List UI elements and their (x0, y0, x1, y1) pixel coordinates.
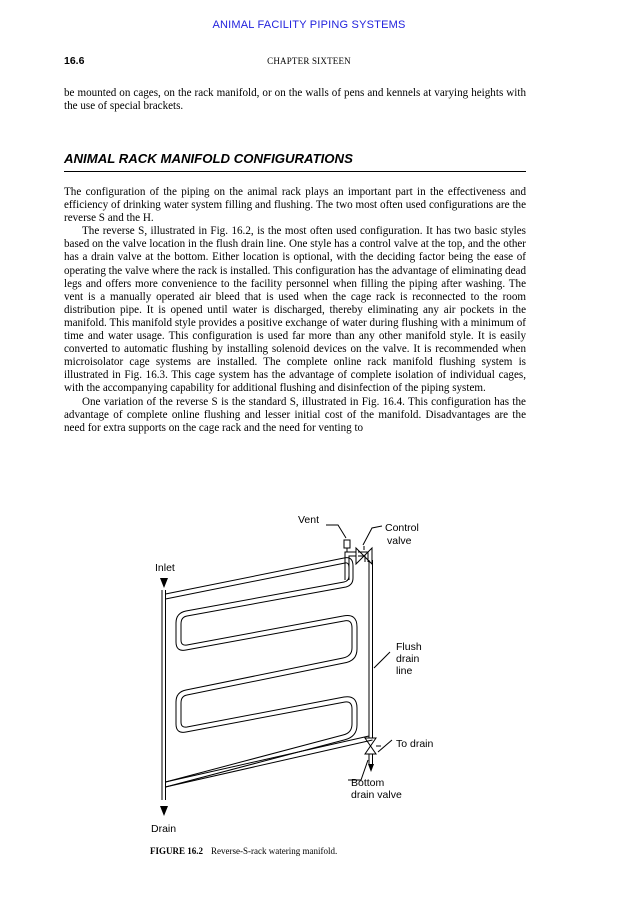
flush-drain-line-label: Flush (396, 641, 422, 653)
to-drain-label: To drain (396, 738, 434, 750)
intro-paragraph: be mounted on cages, on the rack manifold, or on the walls of pens and kennels at varying heights with the use of special brackets. (64, 87, 526, 113)
inlet-arrow (160, 578, 168, 588)
control-valve (356, 546, 372, 564)
vent-fitting (344, 540, 350, 552)
chapter-label: CHAPTER SIXTEEN (267, 56, 351, 66)
control-valve-label: Control (385, 522, 419, 534)
section-paragraph: The configuration of the piping on the animal rack plays an important part in the effectiveness and efficiency of drinking water system filling and flushing. The two most often used configurations are the reverse S and the H. (64, 186, 526, 225)
flush-drain-line-label: drain (396, 653, 420, 665)
drain-label: Drain (151, 823, 177, 835)
page-number: 16.6 (64, 55, 85, 67)
running-header-banner: ANIMAL FACILITY PIPING SYSTEMS (212, 19, 406, 31)
flush-drain-line (369, 560, 373, 738)
inlet-drain-pipe (162, 590, 166, 800)
section-heading: ANIMAL RACK MANIFOLD CONFIGURATIONS (64, 151, 526, 172)
control-valve-label: valve (387, 535, 412, 547)
section-paragraph: One variation of the reverse S is the standard S, illustrated in Fig. 16.4. This configuration has the advantage of complete online flushing and lesser initial cost of the manifold. Disadvantages are the need for extra supports on the cage rack and the need for venting to (64, 395, 526, 434)
drain-arrow (160, 806, 168, 816)
inlet-label: Inlet (155, 562, 175, 574)
figure-caption-text: Reverse-S-rack watering manifold. (211, 846, 338, 856)
figure-caption (150, 846, 337, 856)
flush-drain-line-label: line (396, 665, 413, 677)
serpentine-manifold (166, 558, 373, 787)
bottom-drain-valve-label: drain valve (351, 789, 402, 801)
section-paragraph: The reverse S, illustrated in Fig. 16.2, is the most often used configuration. It has two basic styles based on the valve location in the flush drain line. One style has a control valve at the top, and the other has a drain valve at the bottom. Either location is optional, with the deciding factor being the ease of operating the valve where the rack is installed. This configuration has the advantage of eliminating dead legs and offers more convenience to the facility personnel when filling the piping after washing. The vent is a manually operated air bleed that is used when the cage rack is reconnected to the room distribution pipe. It is opened until water is discharged, thereby eliminating any air pockets in the manifold. This manifold style provides a positive exchange of water during flushing with a minimum of time and water usage. This configuration is used far more than any other manifold style. It is easily converted to automatic flushing by installing solenoid devices on the valve. It is recommended when microisolator cage systems are installed. The complete online rack manifold flushing system is illustrated in Fig. 16.3. This cage system has the advantage of complete isolation of individual cages, with the accompanying capability for additional flushing and disinfection of the piping system. (64, 225, 526, 395)
bottom-drain-valve-label: Bottom (351, 777, 385, 789)
figure-number: FIGURE 16.2 (150, 846, 204, 856)
vent-label: Vent (298, 514, 320, 526)
to-drain-arrow (368, 764, 374, 772)
